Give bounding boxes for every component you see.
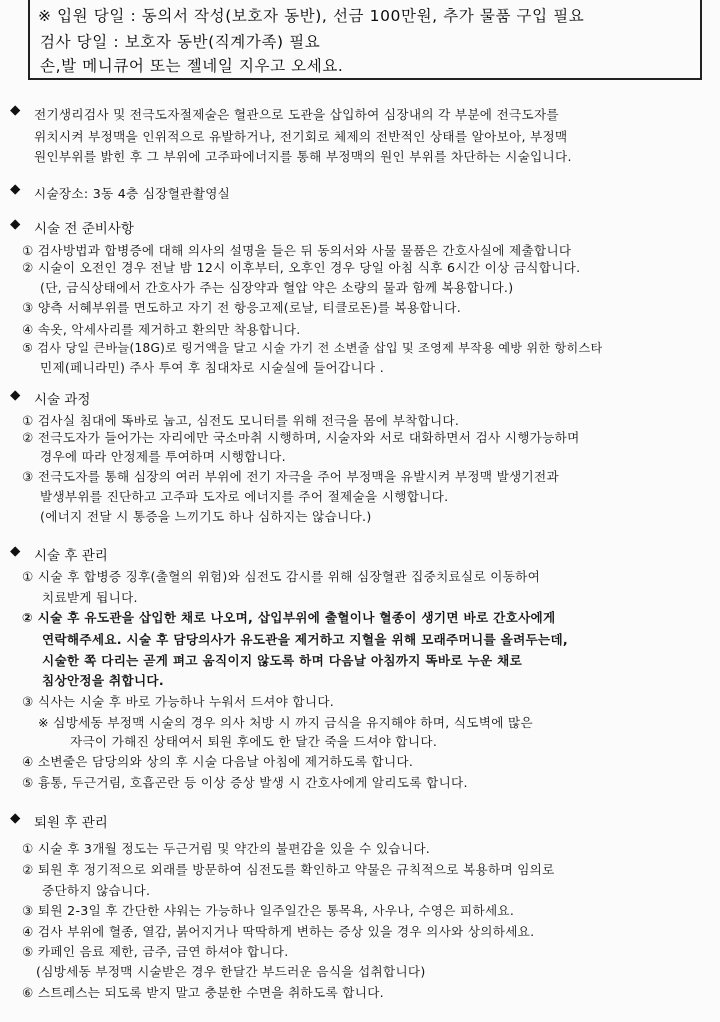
process-marker: ◆ xyxy=(10,387,21,403)
after-line-5: 시술한 쪽 다리는 곧게 펴고 움직이지 않도록 하며 다음날 아침까지 똑바로 누운 채로 xyxy=(42,653,523,668)
discharge-line-1: ① 시술 후 3개월 정도는 두근거림 및 약간의 불편감을 있을 수 있습니다. xyxy=(22,841,431,856)
after-marker: ◆ xyxy=(10,543,21,559)
intro-marker: ◆ xyxy=(10,102,21,118)
discharge-line-6: ⑤ 카페인 음료 제한, 금주, 금연 하셔야 합니다. xyxy=(22,944,289,959)
prep-line-6: ⑤ 검사 당일 큰바늘(18G)로 링거액을 달고 시술 가기 전 소변줄 삽입 및 조영제 부작용 예방 위한 항히스타 xyxy=(22,341,603,355)
discharge-title: 퇴원 후 관리 xyxy=(34,815,108,831)
after-line-10: ④ 소변줄은 담당의와 상의 후 시술 다음날 아침에 제거하도록 합니다. xyxy=(22,754,414,769)
after-line-6: 침상안정을 취합니다. xyxy=(42,673,164,688)
prep-line-3: (단, 금식상태에서 간호사가 주는 심장약과 혈압 약은 소량의 물과 함께 복용합니다.) xyxy=(40,280,514,295)
discharge-line-5: ④ 검사 부위에 혈종, 열감, 붉어지거나 딱딱하게 변하는 증상 있을 경우 의사와 상의하세요. xyxy=(22,924,535,939)
prep-line-2: ② 시술이 오전인 경우 전날 밤 12시 이후부터, 오후인 경우 당일 아침 식후 6시간 이상 금식합니다. xyxy=(22,260,581,275)
process-title: 시술 과정 xyxy=(34,392,91,408)
notice-line-1: ※ 입원 당일 : 동의서 작성(보호자 동반), 선금 100만원, 추가 물품 구입 필요 xyxy=(38,7,585,25)
after-line-8: ※ 심방세동 부정맥 시술의 경우 의사 처방 시 까지 금식을 유지해야 하며, 식도벽에 많은 xyxy=(38,715,533,730)
prep-line-5: ④ 속옷, 악세사리를 제거하고 환의만 착용합니다. xyxy=(22,322,301,337)
process-line-2: ② 전극도자가 들어가는 자리에만 국소마취 시행하며, 시술자와 서로 대화하면서 검사 시행가능하며 xyxy=(22,430,580,445)
notice-line-2: 검사 당일 : 보호자 동반(직계가족) 필요 xyxy=(40,33,321,51)
process-line-6: (에너지 전달 시 통증을 느끼기도 하나 심하지는 않습니다.) xyxy=(40,509,372,524)
prep-marker: ◆ xyxy=(10,216,21,232)
location-text: 시술장소: 3동 4층 심장혈관촬영실 xyxy=(34,186,231,201)
discharge-line-8: ⑥ 스트레스는 되도록 받지 말고 충분한 수면을 취하도록 합니다. xyxy=(22,985,384,1000)
location-marker: ◆ xyxy=(10,181,21,197)
after-title: 시술 후 관리 xyxy=(34,548,108,564)
process-line-3: 경우에 따라 안정제를 투여하며 시행합니다. xyxy=(40,449,286,464)
after-line-7: ③ 식사는 시술 후 바로 가능하나 누워서 드셔야 합니다. xyxy=(22,694,335,709)
discharge-line-4: ③ 퇴원 2-3일 후 간단한 샤워는 가능하나 일주일간은 통목욕, 사우나, 수영은 피하세요. xyxy=(22,903,515,918)
process-line-5: 발생부위를 진단하고 고주파 도자로 에너지를 주어 절제술을 시행합니다. xyxy=(40,489,449,504)
discharge-line-7: (심방세동 부정맥 시술받은 경우 한달간 부드러운 음식을 섭취합니다) xyxy=(36,964,426,979)
discharge-line-3: 중단하지 않습니다. xyxy=(42,883,151,898)
after-line-4: 연락해주세요. 시술 후 담당의사가 유도관을 제거하고 지혈을 위해 모래주머니를 올려두는데, xyxy=(42,632,569,647)
process-line-1: ① 검사실 침대에 똑바로 눕고, 심전도 모니터를 위해 전극을 몸에 부착합니다. xyxy=(22,413,460,428)
intro-line-1: 전기생리검사 및 전극도자절제술은 혈관으로 도관을 삽입하여 심장내의 각 부분에 전극도자를 xyxy=(34,107,559,122)
prep-line-4: ③ 양측 서혜부위를 면도하고 자기 전 항응고제(로날, 티클로돈)를 복용합니다. xyxy=(22,300,462,315)
notice-box xyxy=(28,0,702,80)
after-line-2: 치료받게 됩니다. xyxy=(42,590,138,605)
intro-line-3: 원인부위를 밝힌 후 그 부위에 고주파에너지를 통해 부정맥의 원인 부위를 차단하는 시술입니다. xyxy=(34,149,572,164)
process-line-4: ③ 전극도자를 통해 심장의 여러 부위에 전기 자극을 주어 부정맥을 유발시켜 부정맥 발생기전과 xyxy=(22,469,559,484)
after-line-11: ⑤ 흉통, 두근거림, 호흡곤란 등 이상 증상 발생 시 간호사에게 알리도록 합니다. xyxy=(22,775,468,790)
prep-line-7: 민제(페니라민) 주사 투여 후 침대차로 시술실에 들어갑니다 . xyxy=(40,360,385,375)
after-line-3: ② 시술 후 유도관을 삽입한 채로 나오며, 삽입부위에 출혈이나 혈종이 생기면 바로 간호사에게 xyxy=(22,610,556,625)
prep-line-1: ① 검사방법과 합병증에 대해 의사의 설명을 들은 뒤 동의서와 사물 물품은 간호사실에 제출합니다 xyxy=(22,243,572,258)
notice-line-3: 손,발 메니큐어 또는 젤네일 지우고 오세요. xyxy=(40,57,344,75)
after-line-1: ① 시술 후 합병증 징후(출혈의 위험)와 심전도 감시를 위해 심장혈관 집중치료실로 이동하여 xyxy=(22,569,541,584)
discharge-line-2: ② 퇴원 후 정기적으로 외래를 방문하여 심전도를 확인하고 약물은 규칙적으로 복용하며 임의로 xyxy=(22,862,555,877)
intro-line-2: 위치시켜 부정맥을 인위적으로 유발하거나, 전기회로 체제의 전반적인 상태를 알아보아, 부정맥 xyxy=(34,129,568,144)
after-line-9: 자극이 가해진 상태여서 퇴원 후에도 한 달간 죽을 드셔야 합니다. xyxy=(70,734,438,749)
prep-title: 시술 전 준비사항 xyxy=(34,221,134,237)
discharge-marker: ◆ xyxy=(10,810,21,826)
